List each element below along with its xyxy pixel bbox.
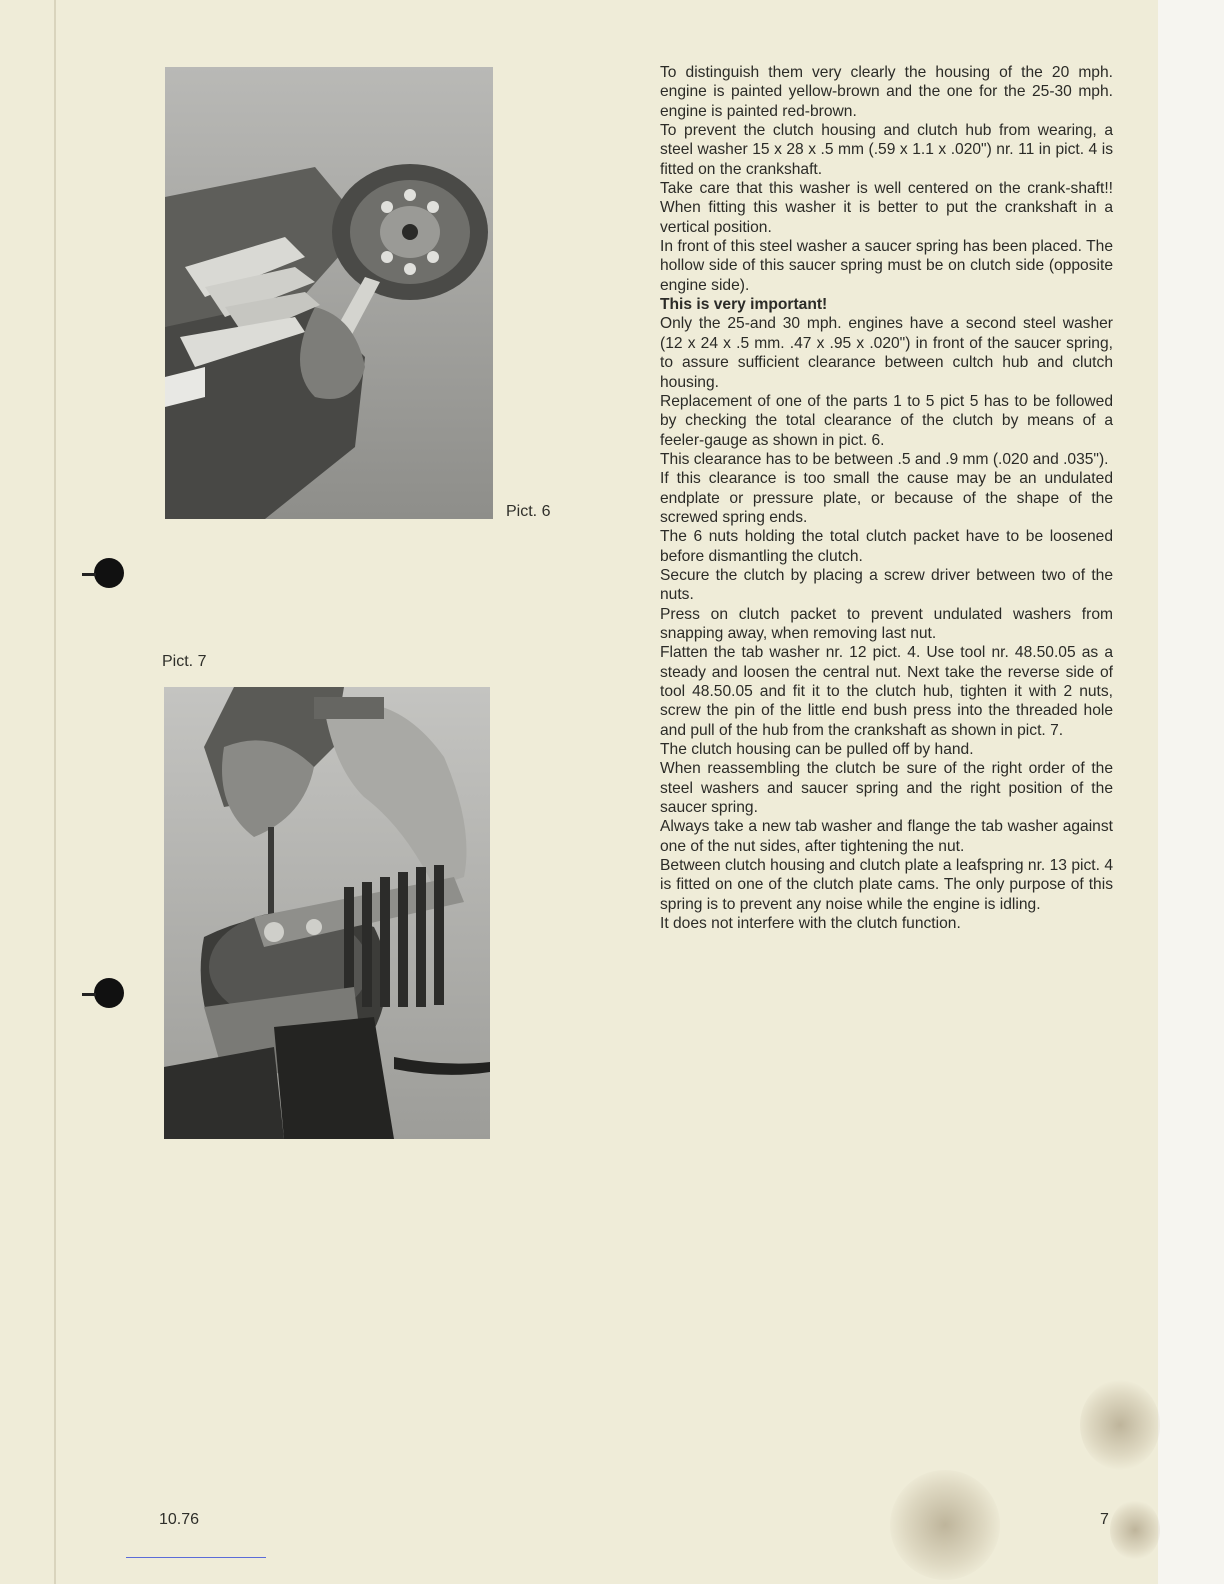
paragraph: The 6 nuts holding the total clutch packet have to be loosened before dismantling the clutch. [660, 528, 1113, 565]
paragraph: Always take a new tab washer and flange the tab washer against one of the nut sides, after tightening the nut. [660, 818, 1113, 855]
paragraph: Only the 25-and 30 mph. engines have a second steel washer (12 x 24 x .5 mm. .47 x .95 x .020") in front of the saucer spring, to assure sufficient clearance between cultch hub and clutch housing. [660, 315, 1113, 391]
paragraph: In front of this steel washer a saucer spring has been placed. The hollow side of this saucer spring must be on clutch side (opposite engine side). [660, 238, 1113, 294]
paper-stain [890, 1470, 1000, 1580]
page-number: 7 [1100, 1511, 1109, 1528]
paper-stain [1080, 1380, 1160, 1470]
emphasis-paragraph: This is very important! [660, 296, 828, 314]
page-edge [54, 0, 56, 1584]
paragraph: This clearance has to be between .5 and .9 mm (.020 and .035"). [660, 450, 1109, 468]
paper-stain [1110, 1500, 1160, 1560]
binder-hole-bottom [94, 978, 124, 1008]
binder-hole-top [94, 558, 124, 588]
paragraph: Take care that this washer is well centered on the crank-shaft!! When fitting this washer it is better to put the crankshaft in a vertical position. [660, 180, 1113, 236]
paragraph: To distinguish them very clearly the housing of the 20 mph. engine is painted yellow-brown and the one for the 25-30 mph. engine is painted red-brown. [660, 64, 1113, 120]
paragraph: Secure the clutch by placing a screw driver between two of the nuts. [660, 566, 1113, 604]
paragraph: If this clearance is too small the cause may be an undulated endplate or pressure plate, or because of the shape of the screwed spring ends. [660, 470, 1113, 526]
footer-date: 10.76 [159, 1511, 200, 1528]
figure-caption-pict6: Pict. 6 [506, 503, 551, 520]
paragraph: When reassembling the clutch be sure of the right order of the steel washers and saucer spring and the right position of the saucer spring. [660, 760, 1113, 817]
paragraph: Flatten the tab washer nr. 12 pict. 4. Use tool nr. 48.50.05 as a steady and loosen the central nut. Next take the reverse side of tool 48.50.05 and fit it to the clutch hub, tighten it with 2 nuts, screw the pin of the little end bush press into the threaded hole and pull of the hub from the crankshaft as shown in pict. 7. [660, 644, 1113, 739]
figure-caption-pict7: Pict. 7 [162, 653, 207, 670]
binder-hole-mark [82, 993, 96, 996]
paragraph: It does not interfere with the clutch function. [660, 915, 961, 933]
binder-hole-mark [82, 573, 96, 576]
bottom-rule [126, 1557, 266, 1558]
photo-clutch-hub-removal [164, 687, 490, 1139]
paragraph: Between clutch housing and clutch plate a leafspring nr. 13 pict. 4 is fitted on one of the clutch plate cams. The only purpose of this spring is to prevent any noise while the engine is idling. [660, 857, 1113, 913]
page-margin [1158, 0, 1224, 1584]
paragraph: To prevent the clutch housing and clutch hub from wearing, a steel washer 15 x 28 x .5 mm (.59 x 1.1 x .020") nr. 11 in pict. 4 is fitted on the crankshaft. [660, 122, 1113, 178]
paragraph: Replacement of one of the parts 1 to 5 pict 5 has to be followed by checking the total clearance of the clutch by means of a feeler-gauge as shown in pict. 6. [660, 392, 1113, 449]
body-text-column [660, 63, 1113, 933]
paragraph: Press on clutch packet to prevent undulated washers from snapping away, when removing last nut. [660, 605, 1113, 642]
photo-feeler-gauge-clutch [165, 67, 493, 519]
paragraph: The clutch housing can be pulled off by hand. [660, 741, 974, 759]
